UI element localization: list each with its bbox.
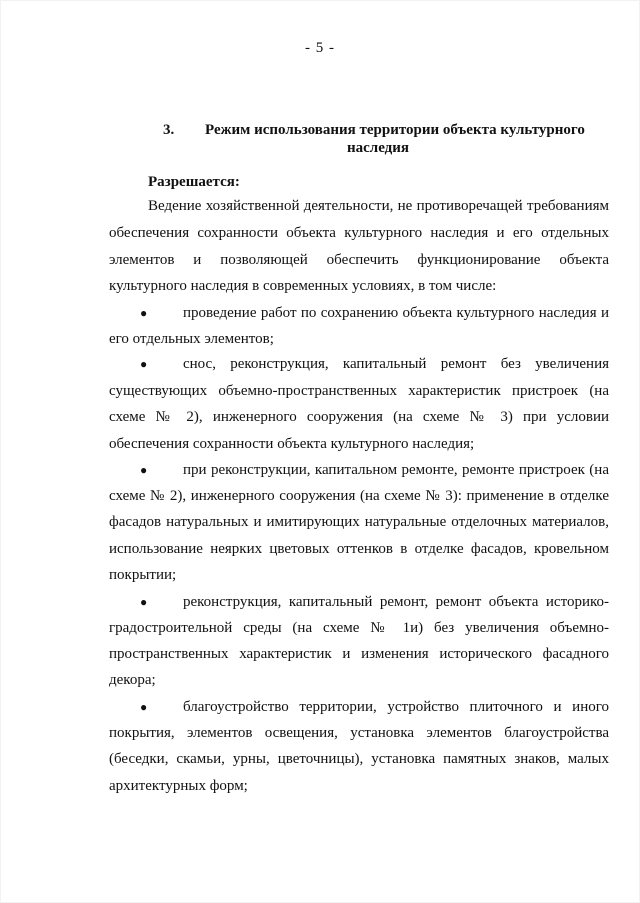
intro-line: обеспечения сохранности объекта культурного наследия и его отдельных xyxy=(109,225,609,241)
list-item-line: его отдельных элементов; xyxy=(109,331,274,347)
list-item-line: покрытия, элементов освещения, установка элементов благоустройства xyxy=(109,725,609,741)
list-item-line: проведение работ по сохранению объекта культурного наследия и xyxy=(183,305,609,321)
allowed-heading: Разрешается: xyxy=(148,174,240,190)
intro-line: Ведение хозяйственной деятельности, не противоречащей требованиям xyxy=(148,198,609,214)
section-title-line-2: наследия xyxy=(346,140,410,156)
bullet-marker: ● xyxy=(140,700,148,714)
list-item-line: архитектурных форм; xyxy=(109,778,248,794)
bullet-marker: ● xyxy=(140,306,148,320)
list-item-line: благоустройство территории, устройство плиточного и иного xyxy=(183,699,609,715)
bullet-marker: ● xyxy=(140,595,148,609)
list-item-line: фасадов натуральных и имитирующих натуральные отделочных материалов, xyxy=(109,514,609,530)
list-item-line: обеспечения сохранности объекта культурного наследия; xyxy=(109,436,475,452)
list-item-line: покрытии; xyxy=(109,567,177,583)
intro-line: культурного наследия в современных условиях, в том числе: xyxy=(109,278,497,294)
section-title-line-1: Режим использования территории объекта культурного xyxy=(205,122,585,138)
list-item-line: снос, реконструкция, капитальный ремонт без увеличения xyxy=(183,356,609,372)
list-item-line: схеме № 2), инженерного сооружения (на схеме № 3): применение в отделке xyxy=(109,488,609,504)
bullet-marker: ● xyxy=(140,463,148,477)
list-item-line: пространственных характеристик и изменения исторического фасадного xyxy=(109,646,609,662)
list-item-line: схеме № 2), инженерного сооружения (на схеме № 3) при условии xyxy=(109,409,609,425)
list-item-line: реконструкция, капитальный ремонт, ремонт объекта историко- xyxy=(183,594,609,610)
intro-line: элементов и позволяющей обеспечить функционирование объекта xyxy=(109,252,609,268)
section-number: 3. xyxy=(163,122,175,138)
list-item-line: существующих объемно-пространственных характеристик пристроек (на xyxy=(109,383,609,399)
page-number: - 5 - xyxy=(305,40,335,56)
list-item-line: при реконструкции, капитальном ремонте, ремонте пристроек (на xyxy=(183,462,609,478)
bullet-marker: ● xyxy=(140,357,148,371)
list-item-line: использование неярких цветовых оттенков в отделке фасадов, кровельном xyxy=(109,541,609,557)
list-item-line: (беседки, скамьи, урны, цветочницы), установка памятных знаков, малых xyxy=(109,751,609,767)
list-item-line: градостроительной среды (на схеме № 1и) без увеличения объемно- xyxy=(109,620,609,636)
list-item-line: декора; xyxy=(109,672,156,688)
